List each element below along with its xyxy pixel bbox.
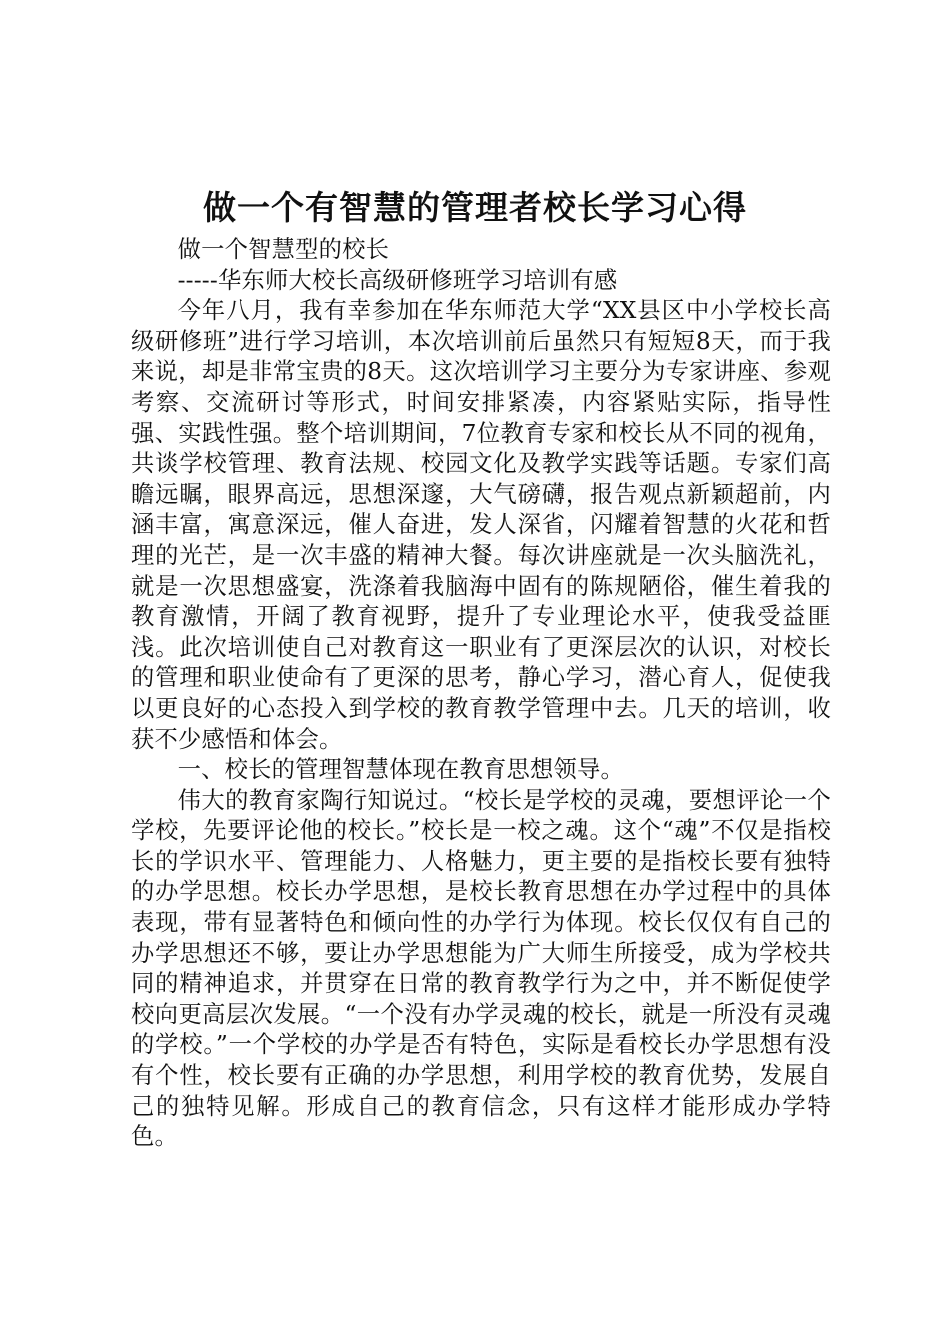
paragraph-section-1: 伟大的教育家陶行知说过。“校长是学校的灵魂，要想评论一个学校，先要评论他的校长。”校长是一校之魂。这个“魂”不仅是指校长的学识水平、管理能力、人格魅力，更主要的是指校长要有独特的办学思想。校长办学思想，是校长教育思想在办学过程中的具体表现，带有显著特色和倾向性的办学行为体现。校长仅仅有自己的办学思想还不够，要让办学思想能为广大师生所接受，成为学校共同的精神追求，并贯穿在日常的教育教学行为之中，并不断促使学校向更高层次发展。“一个没有办学灵魂的校长，就是一所没有灵魂的学校。”一个学校的办学是否有特色，实际是看校长办学思想有没有个性，校长要有正确的办学思想，利用学校的教育优势，发展自己的独特见解。形成自己的教育信念，只有这样才能形成办学特色。 [131,786,831,1151]
subtitle: 做一个智慧型的校长 [177,236,390,263]
document-title: 做一个有智慧的管理者校长学习心得 [203,188,747,227]
paragraph-intro: 今年八月，我有幸参加在华东师范大学“XX县区中小学校长高级研修班”进行学习培训，本次培训前后虽然只有短短8天，而于我来说，却是非常宝贵的8天。这次培训学习主要分为专家讲座、参观考察、交流研讨等形式，时间安排紧凑，内容紧贴实际，指导性强、实践性强。整个培训期间，7位教育专家和校长从不同的视角，共谈学校管理、教育法规、校园文化及教学实践等话题。专家们高瞻远瞩，眼界高远，思想深邃，大气磅礴，报告观点新颖超前，内涵丰富，寓意深远，催人奋进，发人深省，闪耀着智慧的火花和哲理的光芒，是一次丰盛的精神大餐。每次讲座就是一次头脑洗礼，就是一次思想盛宴，洗涤着我脑海中固有的陈规陋俗，催生着我的教育激情，开阔了教育视野，提升了专业理论水平，使我受益匪浅。此次培训使自己对教育这一职业有了更深层次的认识，对校长的管理和职业使命有了更深的思考，静心学习，潜心育人，促使我以更良好的心态投入到学校的教育教学管理中去。几天的培训，收获不少感悟和体会。 [131,297,831,753]
document-body [131,235,831,1153]
subtitle-note: -----华东师大校长高级研修班学习培训有感 [177,266,618,294]
section-heading-1: 一、校长的管理智慧体现在教育思想领导。 [177,756,625,784]
